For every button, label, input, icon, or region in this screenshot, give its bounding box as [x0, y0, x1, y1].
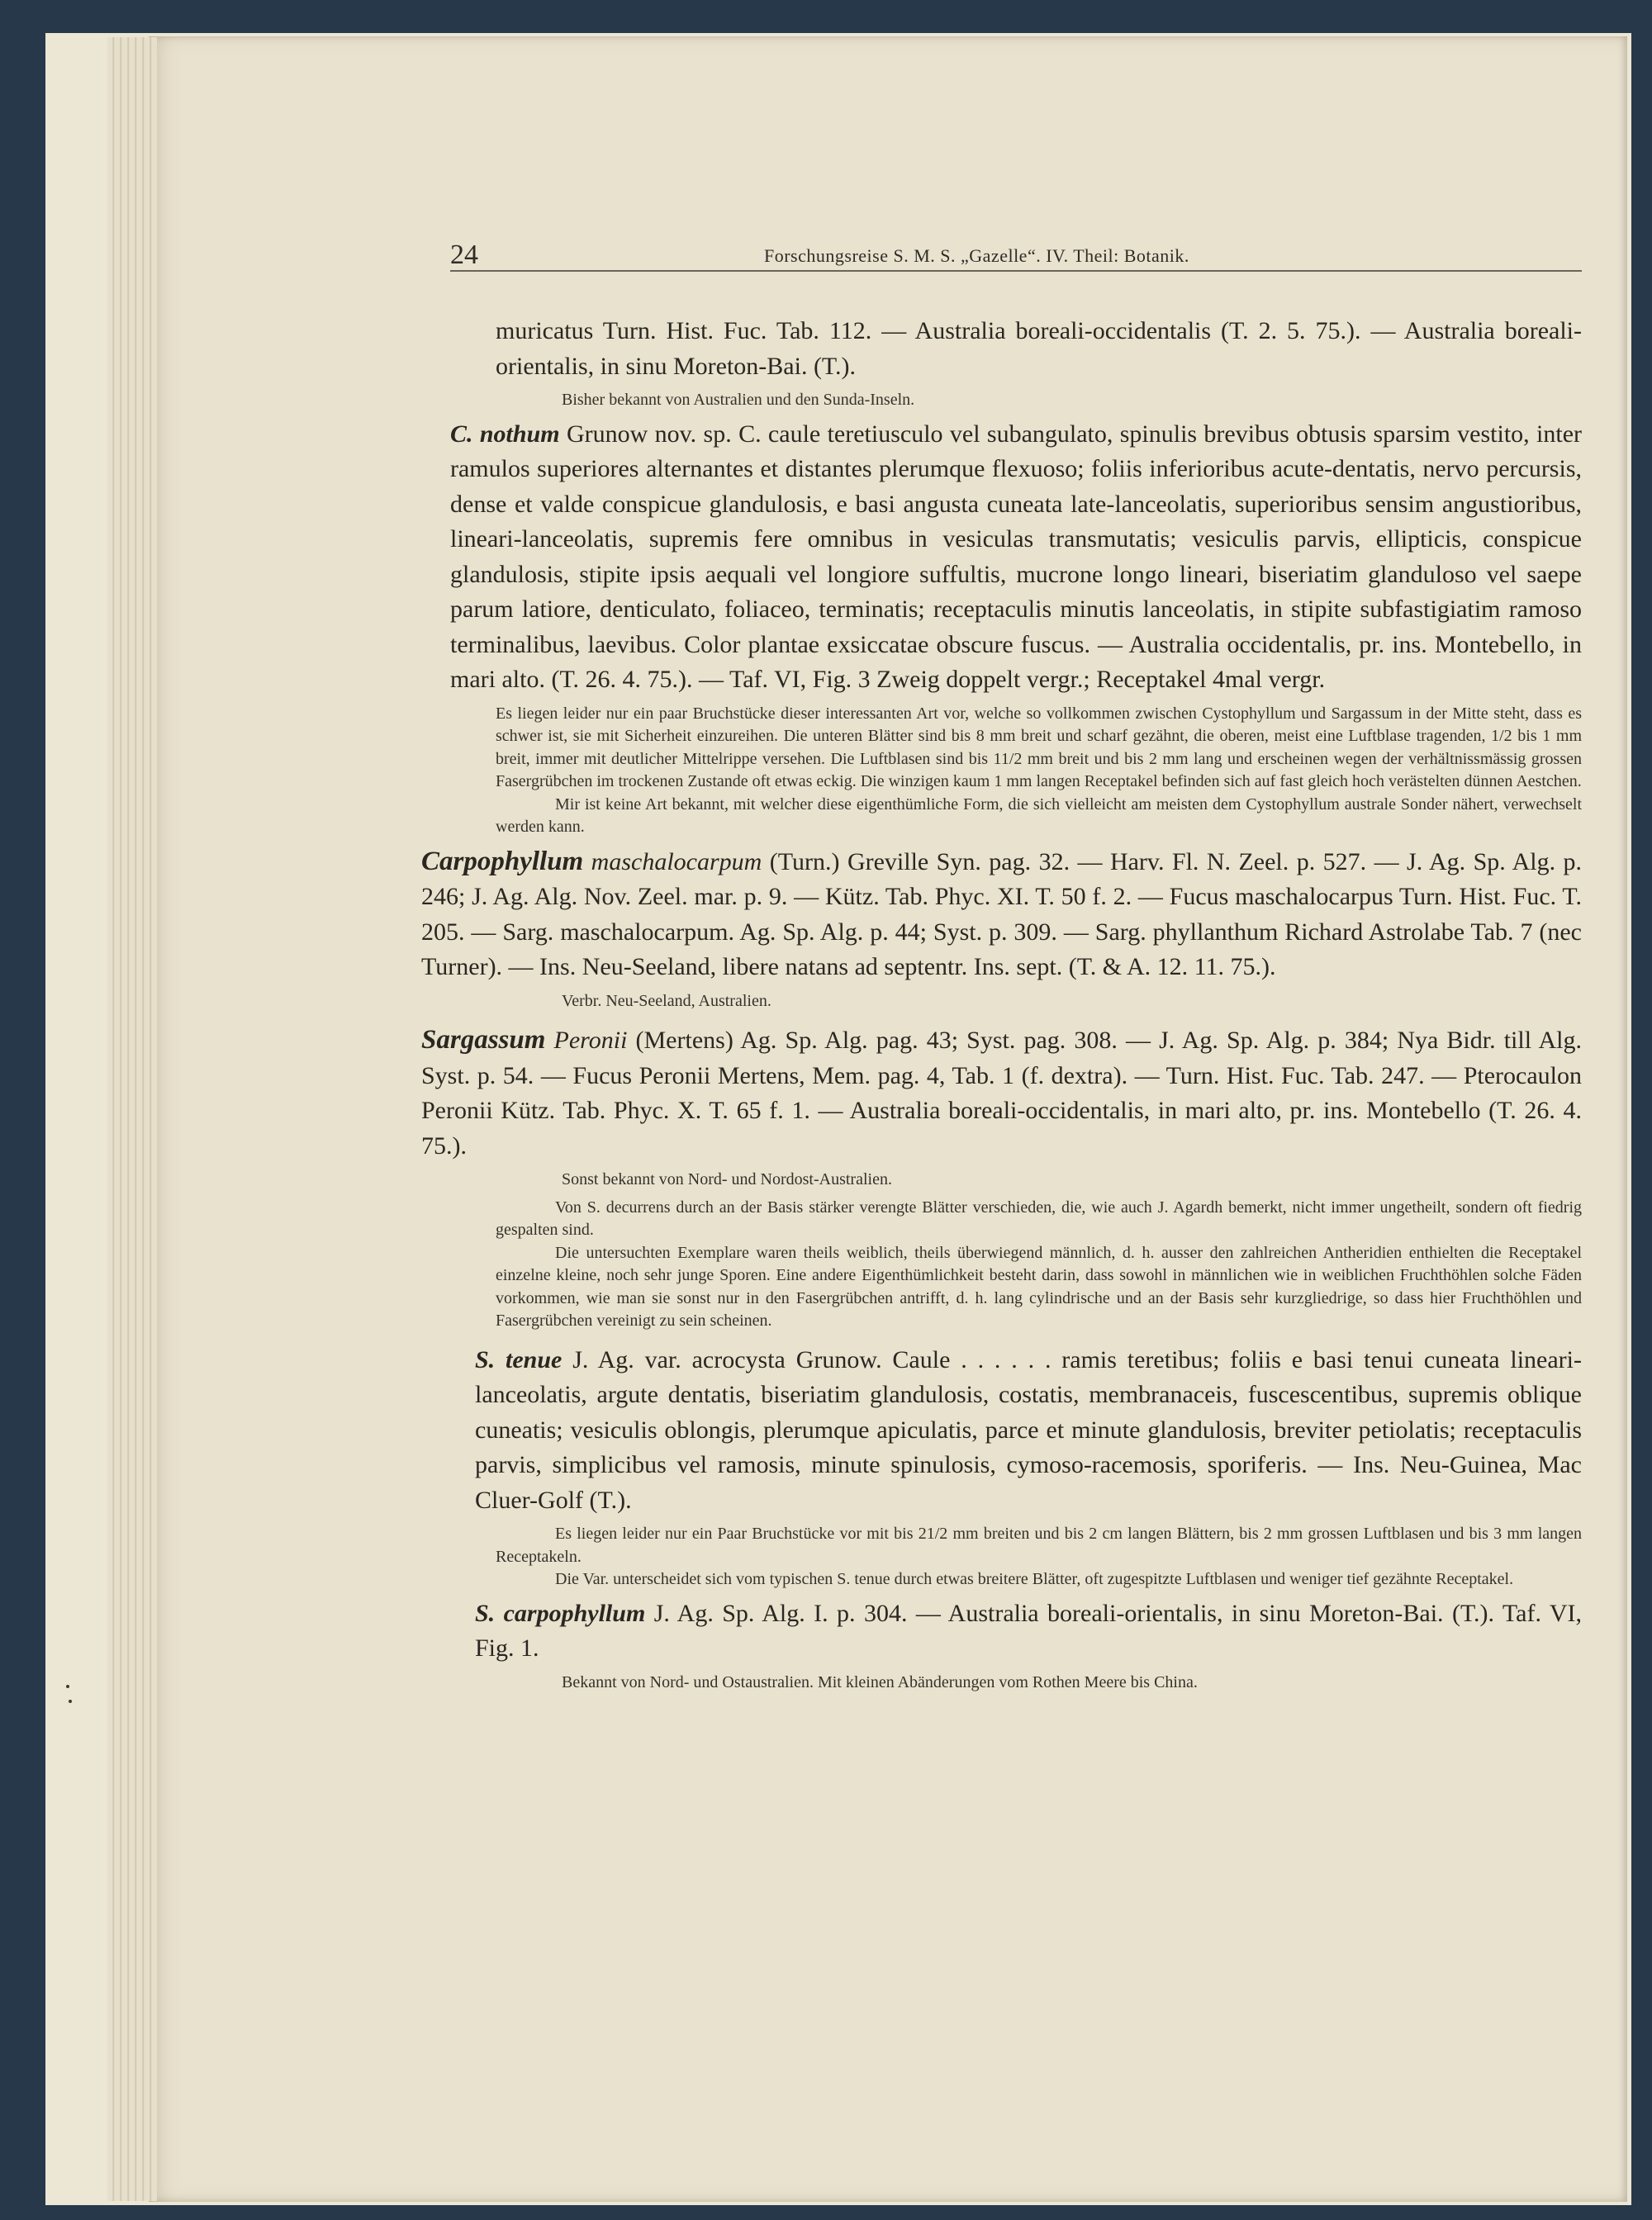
species-epithet: Peronii [553, 1027, 628, 1054]
taxon-name: C. nothum [450, 420, 560, 448]
commentary-note: Es liegen leider nur ein paar Bruchstücke dieser interessanten Art vor, welche so vollkommen zwischen Cystophyllum und Sargassum in der Mitte steht, dass es schwer ist, sie mit Sicherheit einzureihen. Die unteren Blätter sind bis 8 mm breit und scharf gezähnt, die oberen, meist eine Luftblase tragenden, 1/2 bis 1 mm breit, immer mit deutlicher Mittelrippe versehen. Die Luftblasen sind bis 11/2 mm breit und bis 2 mm lang und erscheinen wegen der verhältnissmässig grossen Fasergrübchen im trockenen Zustande oft etwas eckig. Die winzigen kaum 1 mm langen Receptakel befinden sich auf fast gleich hoch verästelten dünnen Aestchen. [496, 704, 1582, 790]
entry-text: J. Ag. Sp. Alg. I. p. 304. — Australia boreali-orientalis, in sinu Moreton-Bai. (T.). Taf. VI, Fig. 1. [475, 1599, 1582, 1662]
text-paragraph [496, 314, 1582, 384]
entry-text: (Turn.) Greville Syn. pag. 32. — Harv. Fl. N. Zeel. p. 527. — J. Ag. Sp. Alg. p. 246; J. Ag. Alg. Nov. Zeel. mar. p. 9. — Kütz. Tab. Phyc. XI. T. 50 f. 2. — Fucus maschalocarpus Turn. Hist. Fuc. T. 205. — Sarg. maschalocarpum. Ag. Sp. Alg. p. 44; Syst. p. 309. — Sarg. phyllanthum Richard Astrolabe Tab. 7 (nec Turner). — Ins. Neu-Seeland, libere natans ad septentr. Ins. sept. (T. & A. 12. 11. 75.). [421, 847, 1583, 980]
ink-specks [66, 1685, 74, 1693]
running-head [450, 240, 1582, 269]
commentary-note: Von S. decurrens durch an der Basis stärker verengte Blätter verschieden, die, wie auch J. Agardh bemerkt, nicht immer ungetheilt, sondern oft fiedrig gespalten sind. [496, 1198, 1582, 1239]
speck [66, 1685, 69, 1688]
genus-entry [421, 844, 1582, 985]
distribution-note: Bekannt von Nord- und Ostaustralien. Mit kleinen Abänderungen vom Rothen Meere bis China. [562, 1672, 1198, 1691]
taxon-name: S. carpophyllum [475, 1599, 646, 1627]
genus-name: Sargassum [421, 1025, 546, 1055]
commentary-note: Die Var. unterscheidet sich vom typischen S. tenue durch etwas breitere Blätter, oft zugespitzte Luftblasen und weniger tief gezähnte Receptakel. [555, 1570, 1514, 1588]
running-title: Forschungsreise S. M. S. „Gazelle“. IV. Theil: Botanik. [764, 245, 1189, 266]
commentary-note: Die untersuchten Exemplare waren theils weiblich, theils überwiegend männlich, d. h. ausser den zahlreichen Antheridien enthielten die Receptakel einzelne kleine, noch sehr junge Sporen. Eine andere Eigenthümlichkeit besteht darin, dass sowohl in männlichen wie in weiblichen Fruchthöhlen solche Fäden vorkommen, wie man sie sonst nur in den Fasergrübchen antrifft, d. h. lang cylindrische und an der Basis sehr kurzgliedrige, so dass hier Fruchthöhlen und Fasergrübchen vereinigt zu sein scheinen. [496, 1243, 1582, 1330]
species-epithet: maschalocarpum [591, 847, 762, 875]
genus-name: Carpophyllum [421, 846, 584, 876]
entry-text: (Mertens) Ag. Sp. Alg. pag. 43; Syst. pag. 308. — J. Ag. Sp. Alg. p. 384; Nya Bidr. till Alg. Syst. p. 54. — Fucus Peronii Mertens, Mem. pag. 4, Tab. 1 (f. dextra). — Turn. Hist. Fuc. Tab. 247. — Pterocaulon Peronii Kütz. Tab. Phyc. X. T. 65 f. 1. — Australia boreali-occidentalis, in mari alto, pr. ins. Montebello (T. 26. 4. 75.). [421, 1027, 1583, 1160]
taxon-name: S. tenue [475, 1345, 563, 1373]
genus-entry [421, 1022, 1582, 1164]
distribution-note: Sonst bekannt von Nord- und Nordost-Australien. [562, 1170, 892, 1188]
page-body [421, 314, 1583, 1694]
speck [69, 1700, 72, 1703]
paragraph-text: muricatus Turn. Hist. Fuc. Tab. 112. — Australia boreali-occidentalis (T. 2. 5. 75.). — Australia boreali-orientalis, in sinu Moreton-Bai. (T.). [496, 317, 1582, 380]
entry-text: Grunow nov. sp. C. caule teretiusculo vel subangulato, spinulis brevibus obtusis sparsim vestito, inter ramulos superiores alternantes et distantes plerumque flexuoso; foliis inferioribus acute-dentatis, nervo percursis, dense et valde conspicue glandulosis, e basi angusta cuneata late-lanceolatis, superioribus sensim angustioribus, lineari-lanceolatis, supremis fere omnibus in vesiculas transmutatis; vesiculis parvis, ellipticis, conspicue glandulosis, stipite ipsis aequali vel longiore suffultis, mucrone longo lineari, biseriatim glanduloso vel saepe parum latiore, denticulato, foliaceo, terminatis; receptaculis minutis lanceolatis, in stipite subfastigiatim ramoso terminalibus, laevibus. Color plantae exsiccatae obscure fuscus. — Australia occidentalis, pr. ins. Montebello, in mari alto. (T. 26. 4. 75.). — Taf. VI, Fig. 3 Zweig doppelt vergr.; Receptakel 4mal vergr. [450, 420, 1582, 693]
entry-text: J. Ag. var. acrocysta Grunow. Caule . . . . . . ramis teretibus; foliis e basi tenui cuneata lineari-lanceolatis, argute dentatis, biseriatim glandulosis, costatis, membranaceis, fuscescentibus, supremis oblique cuneatis; vesiculis oblongis, plerumque apiculatis, parce et minute glandulosis, breviter petiolatis; receptaculis parvis, simplicibus vel ramosis, minute spinulosis, cymoso-racemosis, sporiferis. — Ins. Neu-Guinea, Mac Cluer-Golf (T.). [475, 1345, 1582, 1514]
species-entry [475, 1596, 1582, 1667]
commentary-note: Es liegen leider nur ein Paar Bruchstücke vor mit bis 21/2 mm breiten und bis 2 cm langen Blättern, bis 2 mm grossen Luftblasen und bis 3 mm langen Receptakeln. [496, 1525, 1582, 1566]
commentary-note: Mir ist keine Art bekannt, mit welcher diese eigenthümliche Form, die sich vielleicht am meisten dem Cystophyllum australe Sonder nähert, verwechselt werden kann. [496, 795, 1582, 836]
header-rule [450, 270, 1582, 272]
species-entry [475, 1343, 1582, 1519]
page-number: 24 [450, 240, 478, 270]
distribution-note: Verbr. Neu-Seeland, Australien. [562, 991, 771, 1010]
page-leaves [107, 37, 157, 2201]
distribution-note: Bisher bekannt von Australien und den Sunda-Inseln. [562, 391, 915, 409]
species-entry [450, 417, 1582, 698]
